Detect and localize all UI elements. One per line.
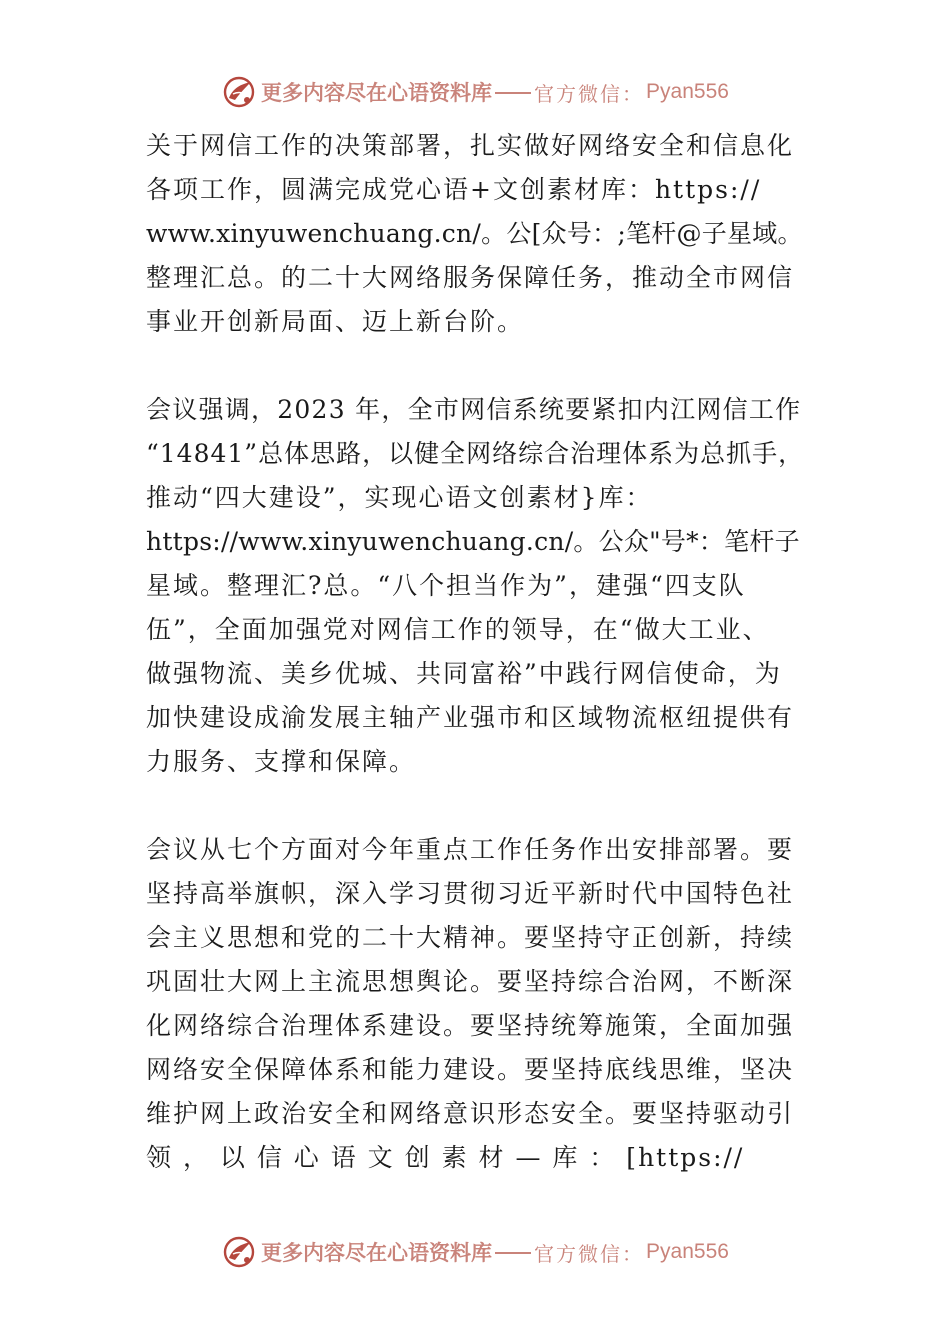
text-line: 整理汇总。的二十大网络服务保障任务，推动全市网信: [146, 263, 795, 292]
text-line: 推动“四大建设”，实现心语文创素材}库：: [146, 483, 653, 512]
watermark-dash: [495, 92, 531, 94]
text-line: 关于网信工作的决策部署，扎实做好网络安全和信息化: [146, 131, 795, 160]
text-line: 做强物流、美乡优城、共同富裕”中践行网信使命，为: [146, 659, 782, 688]
paragraph-2: [146, 388, 806, 784]
header-watermark-banner: [0, 72, 950, 112]
watermark-wechat-id: Pyan556: [646, 80, 729, 103]
text-line: 会议强调，2023 年，全市网信系统要紧扣内江网信工作: [146, 395, 802, 424]
text-line: 会议从七个方面对今年重点工作任务作出安排部署。要: [146, 835, 795, 864]
watermark-brand-text: 更多内容尽在心语资料库: [261, 80, 493, 105]
text-line: 维护网上政治安全和网络意识形态安全。要坚持驱动引: [146, 1099, 795, 1128]
text-line: 加快建设成渝发展主轴产业强市和区域物流枢纽提供有: [146, 703, 795, 732]
text-line: 星域。整理汇?总。“八个担当作为”，建强“四支队: [146, 571, 746, 600]
text-line: 化网络综合治理体系建设。要坚持统筹施策，全面加强: [146, 1011, 795, 1040]
watermark-dash: [495, 1252, 531, 1254]
text-line: https://www.xinyuwenchuang.cn/。公众"号*：笔杆子: [146, 527, 800, 556]
text-line: 会主义思想和党的二十大精神。要坚持守正创新，持续: [146, 923, 795, 952]
text-line: 各项工作，圆满完成党心语+文创素材库：https://: [146, 175, 762, 204]
watermark-official-label: 官方微信：: [534, 1241, 645, 1266]
footer-watermark-banner: [0, 1232, 950, 1272]
watermark-brand-text: 更多内容尽在心语资料库: [261, 1240, 493, 1265]
paragraph-gap: [146, 344, 806, 388]
text-line: 坚持高举旗帜，深入学习贯彻习近平新时代中国特色社: [146, 879, 795, 908]
text-line: “14841”总体思路，以健全网络综合治理体系为总抓手，: [146, 439, 805, 468]
watermark-official-label: 官方微信：: [534, 81, 645, 106]
text-line: www.xinyuwenchuang.cn/。公[众号：;笔杆@子星域。: [146, 219, 803, 248]
wing-seal-logo-icon: [221, 1234, 257, 1270]
document-body: [146, 124, 806, 1180]
text-line: 网络安全保障体系和能力建设。要坚持底线思维，坚决: [146, 1055, 795, 1084]
text-line: 力服务、支撑和保障。: [146, 747, 417, 776]
paragraph-gap: [146, 784, 806, 828]
paragraph-1: [146, 124, 806, 344]
text-line: 巩固壮大网上主流思想舆论。要坚持综合治网，不断深: [146, 967, 795, 996]
watermark-wechat-id: Pyan556: [646, 1240, 729, 1263]
text-line: 领 ， 以 信 心 语 文 创 素 材 — 库 ： [https://: [146, 1143, 745, 1172]
paragraph-3: [146, 828, 806, 1180]
wing-seal-logo-icon: [221, 74, 257, 110]
text-line: 伍”，全面加强党对网信工作的领导，在“做大工业、: [146, 615, 770, 644]
text-line: 事业开创新局面、迈上新台阶。: [146, 307, 525, 336]
